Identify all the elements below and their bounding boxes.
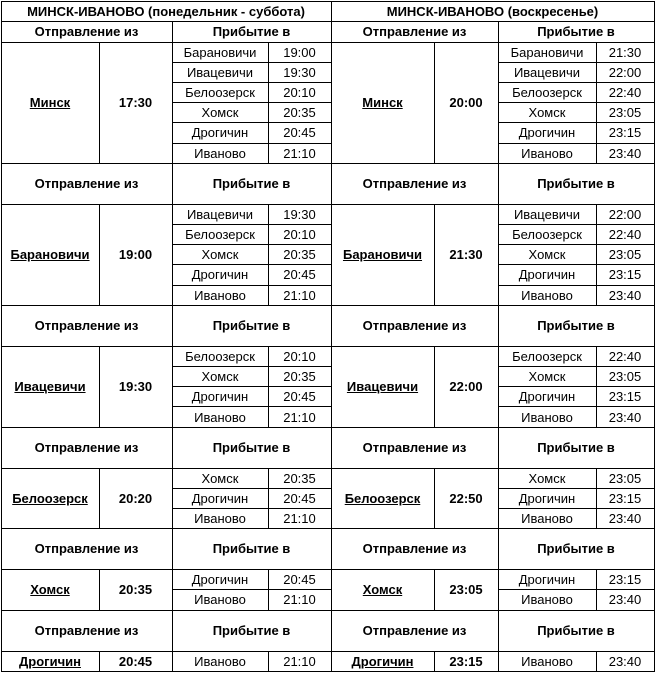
v-rule xyxy=(1,427,2,468)
v-rule xyxy=(331,569,332,610)
arrival-time: 20:45 xyxy=(283,490,316,506)
v-rule xyxy=(1,651,2,671)
arrival-station: Хомск xyxy=(201,369,239,385)
arrival-station: Дрогичин xyxy=(191,490,249,506)
arrival-time: 20:10 xyxy=(283,84,316,100)
arrival-time: 20:45 xyxy=(283,125,316,141)
v-rule xyxy=(331,427,332,468)
arrival-station: Ивацевичи xyxy=(186,64,254,80)
arrival-station: Иваново xyxy=(194,510,246,526)
arrival-time: 20:35 xyxy=(283,105,316,121)
arrival-time: 23:05 xyxy=(608,470,642,486)
v-rule xyxy=(331,1,332,21)
v-rule xyxy=(1,163,2,204)
arrival-station: Дрогичин xyxy=(191,125,249,141)
schedule-title-sunday: МИНСК-ИВАНОВО (воскресенье) xyxy=(386,3,599,19)
arrival-header: Прибытие в xyxy=(212,24,291,39)
arrival-station: Дрогичин xyxy=(518,267,576,283)
origin-station: Дрогичин xyxy=(19,653,81,669)
departure-time: 23:05 xyxy=(449,582,483,598)
v-rule xyxy=(434,569,435,610)
v-rule xyxy=(1,42,2,163)
v-rule xyxy=(434,468,435,528)
v-rule xyxy=(498,21,499,42)
arrival-time: 23:05 xyxy=(608,105,642,121)
arrival-station: Ивацевичи xyxy=(513,206,581,222)
v-rule xyxy=(1,21,2,42)
departure-time: 22:50 xyxy=(449,490,483,506)
v-rule xyxy=(654,569,655,610)
arrival-station: Белоозерск xyxy=(512,226,582,242)
departure-time: 19:00 xyxy=(118,247,153,263)
v-rule xyxy=(654,346,655,427)
v-rule xyxy=(331,468,332,528)
origin-station: Минск xyxy=(362,95,403,111)
v-rule xyxy=(1,346,2,427)
arrival-station: Ивацевичи xyxy=(513,64,581,80)
v-rule xyxy=(331,346,332,427)
origin-station: Ивацевичи xyxy=(346,379,419,395)
arrival-header: Прибытие в xyxy=(537,623,615,639)
v-rule xyxy=(172,21,173,42)
v-rule xyxy=(99,42,100,163)
v-rule xyxy=(654,163,655,204)
v-rule xyxy=(99,204,100,305)
arrival-time: 20:10 xyxy=(283,348,316,364)
arrival-time: 23:05 xyxy=(608,369,642,385)
departure-time: 17:30 xyxy=(118,95,153,111)
arrival-time: 22:40 xyxy=(608,226,642,242)
origin-station: Белоозерск xyxy=(344,490,421,506)
v-rule xyxy=(434,204,435,305)
arrival-time: 23:40 xyxy=(608,145,642,161)
arrival-station: Хомск xyxy=(201,105,239,121)
v-rule xyxy=(498,610,499,651)
v-rule xyxy=(498,528,499,569)
arrival-header: Прибытие в xyxy=(212,318,291,334)
v-rule xyxy=(434,42,435,163)
departure-time: 21:30 xyxy=(449,247,483,263)
arrival-station: Иваново xyxy=(194,653,246,669)
arrival-station: Белоозерск xyxy=(185,226,255,242)
v-rule xyxy=(498,163,499,204)
departure-header: Отправление из xyxy=(34,541,139,557)
arrival-station: Иваново xyxy=(194,409,246,425)
arrival-time: 20:35 xyxy=(283,470,316,486)
v-rule xyxy=(654,21,655,42)
departure-time: 20:00 xyxy=(449,95,483,111)
departure-header: Отправление из xyxy=(362,541,467,557)
v-rule xyxy=(172,163,173,204)
v-rule xyxy=(434,346,435,427)
arrival-header: Прибытие в xyxy=(212,541,291,557)
arrival-time: 23:15 xyxy=(608,125,642,141)
arrival-time: 21:10 xyxy=(283,287,316,303)
block-bottom-rule xyxy=(1,671,655,672)
v-rule xyxy=(1,610,2,651)
arrival-time: 20:45 xyxy=(283,571,316,587)
arrival-time: 19:30 xyxy=(283,206,316,222)
v-rule xyxy=(172,610,173,651)
arrival-station: Иваново xyxy=(194,145,246,161)
arrival-station: Белоозерск xyxy=(185,84,255,100)
departure-time: 20:35 xyxy=(118,582,153,598)
arrival-header: Прибытие в xyxy=(537,440,615,456)
arrival-header: Прибытие в xyxy=(212,440,291,456)
departure-time: 23:15 xyxy=(449,653,483,669)
arrival-time: 19:30 xyxy=(283,64,316,80)
arrival-station: Хомск xyxy=(201,247,239,263)
v-rule xyxy=(654,610,655,651)
arrival-header: Прибытие в xyxy=(537,318,615,334)
v-rule xyxy=(331,163,332,204)
arrival-time: 23:40 xyxy=(608,510,642,526)
arrival-time: 22:00 xyxy=(608,64,642,80)
departure-time: 20:45 xyxy=(118,653,153,669)
arrival-station: Хомск xyxy=(528,470,566,486)
arrival-time: 23:15 xyxy=(608,389,642,405)
v-rule xyxy=(498,427,499,468)
arrival-station: Ивацевичи xyxy=(186,206,254,222)
arrival-station: Хомск xyxy=(528,247,566,263)
arrival-time: 22:40 xyxy=(608,348,642,364)
arrival-station: Дрогичин xyxy=(518,490,576,506)
arrival-time: 23:05 xyxy=(608,247,642,263)
arrival-time: 20:45 xyxy=(283,267,316,283)
origin-station: Хомск xyxy=(362,582,403,598)
arrival-station: Иваново xyxy=(521,287,573,303)
arrival-time: 23:15 xyxy=(608,267,642,283)
arrival-time: 20:35 xyxy=(283,369,316,385)
v-rule xyxy=(654,1,655,21)
v-rule xyxy=(172,305,173,346)
arrival-time: 21:30 xyxy=(608,44,642,60)
arrival-station: Иваново xyxy=(521,653,573,669)
departure-time: 22:00 xyxy=(449,379,483,395)
arrival-station: Хомск xyxy=(201,470,239,486)
departure-header: Отправление из xyxy=(362,176,467,192)
arrival-time: 23:15 xyxy=(608,571,642,587)
v-rule xyxy=(331,610,332,651)
origin-station: Минск xyxy=(29,95,71,111)
arrival-header: Прибытие в xyxy=(212,623,291,639)
v-rule xyxy=(1,305,2,346)
departure-header: Отправление из xyxy=(362,24,467,39)
arrival-time: 21:10 xyxy=(283,592,316,608)
v-rule xyxy=(1,528,2,569)
v-rule xyxy=(99,569,100,610)
v-rule xyxy=(1,569,2,610)
v-rule xyxy=(331,42,332,163)
arrival-station: Дрогичин xyxy=(518,571,576,587)
arrival-time: 21:10 xyxy=(283,409,316,425)
departure-header: Отправление из xyxy=(34,623,139,639)
departure-header: Отправление из xyxy=(34,24,139,39)
arrival-station: Дрогичин xyxy=(518,389,576,405)
v-rule xyxy=(1,204,2,305)
v-rule xyxy=(99,651,100,671)
arrival-station: Иваново xyxy=(521,145,573,161)
v-rule xyxy=(654,528,655,569)
departure-header: Отправление из xyxy=(362,623,467,639)
arrival-time: 23:40 xyxy=(608,287,642,303)
arrival-time: 22:00 xyxy=(608,206,642,222)
arrival-station: Белоозерск xyxy=(512,84,582,100)
departure-time: 20:20 xyxy=(118,490,153,506)
v-rule xyxy=(331,305,332,346)
arrival-station: Дрогичин xyxy=(191,389,249,405)
departure-header: Отправление из xyxy=(34,176,139,192)
arrival-time: 20:45 xyxy=(283,389,316,405)
arrival-time: 21:10 xyxy=(283,145,316,161)
arrival-header: Прибытие в xyxy=(212,176,291,192)
arrival-station: Иваново xyxy=(521,592,573,608)
arrival-time: 23:15 xyxy=(608,490,642,506)
origin-station: Белоозерск xyxy=(12,490,88,506)
arrival-header: Прибытие в xyxy=(537,24,615,39)
departure-time: 19:30 xyxy=(118,379,153,395)
arrival-time: 21:10 xyxy=(283,510,316,526)
origin-station: Ивацевичи xyxy=(14,379,86,395)
origin-station: Хомск xyxy=(30,582,70,598)
arrival-time: 23:40 xyxy=(608,409,642,425)
arrival-station: Белоозерск xyxy=(512,348,582,364)
arrival-station: Барановичи xyxy=(183,44,257,60)
v-rule xyxy=(1,1,2,21)
arrival-station: Барановичи xyxy=(510,44,584,60)
arrival-station: Хомск xyxy=(528,105,566,121)
arrival-station: Дрогичин xyxy=(518,125,576,141)
arrival-header: Прибытие в xyxy=(537,176,615,192)
v-rule xyxy=(99,468,100,528)
arrival-station: Дрогичин xyxy=(191,267,249,283)
v-rule xyxy=(654,204,655,305)
arrival-station: Дрогичин xyxy=(191,571,249,587)
arrival-station: Иваново xyxy=(194,592,246,608)
origin-station: Барановичи xyxy=(10,247,90,263)
v-rule xyxy=(331,651,332,671)
v-rule xyxy=(331,204,332,305)
arrival-time: 21:10 xyxy=(283,653,316,669)
arrival-time: 23:40 xyxy=(608,592,642,608)
arrival-station: Хомск xyxy=(528,369,566,385)
v-rule xyxy=(654,468,655,528)
departure-header: Отправление из xyxy=(362,318,467,334)
v-rule xyxy=(331,21,332,42)
origin-station: Барановичи xyxy=(342,247,423,263)
arrival-time: 19:00 xyxy=(283,44,316,60)
arrival-station: Иваново xyxy=(521,409,573,425)
v-rule xyxy=(498,305,499,346)
v-rule xyxy=(331,528,332,569)
v-rule xyxy=(654,427,655,468)
v-rule xyxy=(654,305,655,346)
v-rule xyxy=(654,651,655,671)
table-top-border xyxy=(1,1,655,2)
arrival-time: 20:35 xyxy=(283,247,316,263)
v-rule xyxy=(1,468,2,528)
v-rule xyxy=(172,528,173,569)
departure-header: Отправление из xyxy=(34,318,139,334)
v-rule xyxy=(434,651,435,671)
v-rule xyxy=(99,346,100,427)
v-rule xyxy=(172,427,173,468)
origin-station: Дрогичин xyxy=(351,653,414,669)
arrival-time: 23:40 xyxy=(608,653,642,669)
arrival-station: Белоозерск xyxy=(185,348,255,364)
arrival-time: 22:40 xyxy=(608,84,642,100)
arrival-header: Прибытие в xyxy=(537,541,615,557)
arrival-station: Иваново xyxy=(194,287,246,303)
departure-header: Отправление из xyxy=(34,440,139,456)
departure-header: Отправление из xyxy=(362,440,467,456)
v-rule xyxy=(654,42,655,163)
arrival-station: Иваново xyxy=(521,510,573,526)
schedule-title-weekday: МИНСК-ИВАНОВО (понедельник - суббота) xyxy=(27,3,305,19)
arrival-time: 20:10 xyxy=(283,226,316,242)
